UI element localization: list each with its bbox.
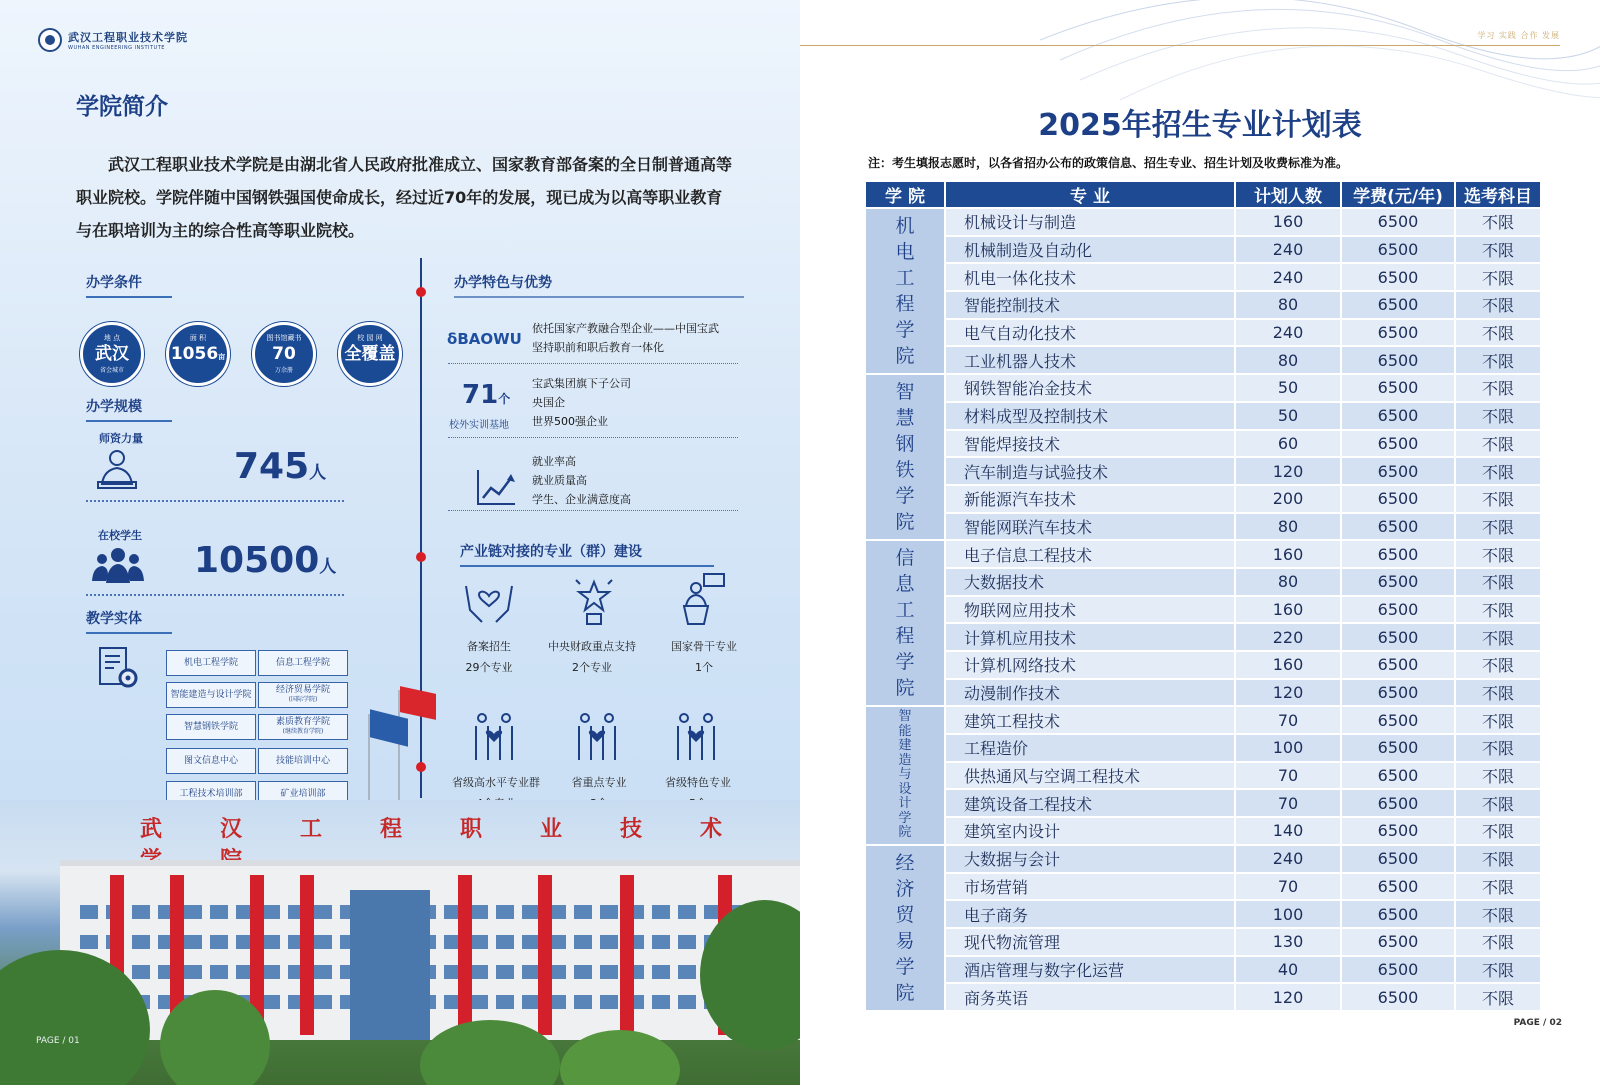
major-cell: 工程造价 — [945, 734, 1235, 762]
table-row — [865, 900, 1541, 928]
count-cell: 160 — [1235, 651, 1341, 679]
hands-heart-icon — [462, 576, 516, 624]
fee-cell: 6500 — [1341, 374, 1455, 402]
entity-gangtie — [166, 714, 256, 740]
table-row — [865, 236, 1541, 264]
building-windows — [80, 905, 780, 919]
section-title: 学院简介 — [76, 94, 168, 120]
subject-cell: 不限 — [1455, 540, 1541, 568]
subject-cell: 不限 — [1455, 236, 1541, 264]
entity-xinxi — [258, 650, 348, 676]
college-name: 智能建造与设计学院 — [898, 709, 912, 841]
count-cell: 240 — [1235, 319, 1341, 347]
major-count: 2个专业 — [572, 661, 612, 674]
fee-cell: 6500 — [1341, 956, 1455, 984]
table-row — [865, 346, 1541, 374]
table-row — [865, 928, 1541, 956]
college-name: 经济贸易学院 — [895, 851, 915, 1004]
college-logo — [38, 28, 188, 52]
timeline-dot — [416, 552, 426, 562]
major-cell: 物联网应用技术 — [945, 596, 1235, 624]
major-cell: 建筑工程技术 — [945, 706, 1235, 734]
fee-cell: 6500 — [1341, 623, 1455, 651]
major-cell: 智能焊接技术 — [945, 430, 1235, 458]
building-glass-center — [350, 890, 430, 1040]
campus-sign: 武汉工程职业技术 — [140, 816, 781, 842]
fee-cell: 6500 — [1341, 873, 1455, 901]
table-row — [865, 679, 1541, 707]
page-number-right: PAGE / 02 — [1513, 1018, 1562, 1028]
logo-name-en: WUHAN ENGINEERING INSTITUTE — [68, 45, 165, 51]
emp-line-3: 学生、企业满意度高 — [532, 493, 631, 506]
major-cell: 电子商务 — [945, 900, 1235, 928]
subject-cell: 不限 — [1455, 291, 1541, 319]
fee-cell: 6500 — [1341, 236, 1455, 264]
count-cell: 50 — [1235, 402, 1341, 430]
count-cell: 50 — [1235, 374, 1341, 402]
entity-name: 技能培训中心 — [275, 756, 330, 766]
flag-red — [400, 686, 436, 720]
building-windows — [80, 965, 780, 979]
major-cell: 现代物流管理 — [945, 928, 1235, 956]
entity-suzhi — [258, 714, 348, 740]
fee-cell: 6500 — [1341, 928, 1455, 956]
teachers-label: 师资力量 — [99, 432, 143, 445]
college-cell — [865, 706, 945, 844]
college-name: 信息工程学院 — [895, 547, 915, 700]
table-row — [865, 485, 1541, 513]
condition-value: 武汉 — [95, 344, 129, 364]
fee-cell: 6500 — [1341, 817, 1455, 845]
subject-cell: 不限 — [1455, 928, 1541, 956]
entity-jianzao — [166, 682, 256, 708]
majors-heading: 产业链对接的专业（群）建设 — [460, 541, 714, 567]
entity-jineng — [258, 748, 348, 774]
table-row — [865, 430, 1541, 458]
condition-area — [166, 322, 230, 386]
subject-cell: 不限 — [1455, 485, 1541, 513]
intro-paragraph: 武汉工程职业技术学院是由湖北省人民政府批准成立、国家教育部备案的全日制普通高等职业院校。学院伴随中国钢铁强国使命成长，经过近70年的发展，现已成为以高等职业教育与在职培训为主的综合性高等职业院校。 — [76, 155, 733, 240]
count-cell: 80 — [1235, 291, 1341, 319]
header-major: 专 业 — [945, 181, 1235, 208]
major-cell: 新能源汽车技术 — [945, 485, 1235, 513]
subject-cell: 不限 — [1455, 346, 1541, 374]
entity-name: 信息工程学院 — [275, 658, 330, 668]
fee-cell: 6500 — [1341, 789, 1455, 817]
subject-cell: 不限 — [1455, 789, 1541, 817]
red-banner — [458, 875, 472, 1035]
count-cell: 140 — [1235, 817, 1341, 845]
divider-dots — [86, 594, 344, 596]
count-cell: 220 — [1235, 623, 1341, 651]
subject-cell: 不限 — [1455, 900, 1541, 928]
baowu-line-2: 坚持职前和职后教育一体化 — [532, 341, 664, 354]
table-row — [865, 789, 1541, 817]
major-cell: 大数据与会计 — [945, 845, 1235, 873]
subject-cell: 不限 — [1455, 623, 1541, 651]
major-cell: 商务英语 — [945, 983, 1235, 1011]
logo-name-cn: 武汉工程职业技术学院 — [68, 31, 188, 44]
subject-cell: 不限 — [1455, 513, 1541, 541]
subject-cell: 不限 — [1455, 568, 1541, 596]
bases-label: 校外实训基地 — [449, 420, 509, 431]
divider-dots — [448, 363, 738, 364]
table-row — [865, 319, 1541, 347]
subject-cell: 不限 — [1455, 956, 1541, 984]
entity-name: 素质教育学院 — [275, 717, 330, 727]
major-label: 备案招生 — [467, 640, 511, 653]
fee-cell: 6500 — [1341, 762, 1455, 790]
entity-name: 智慧钢铁学院 — [183, 722, 238, 732]
table-row — [865, 651, 1541, 679]
document-gear-icon — [96, 646, 140, 690]
table-row — [865, 513, 1541, 541]
header-fee: 学费(元/年) — [1341, 181, 1455, 208]
entity-name: 经济贸易学院 — [275, 685, 330, 695]
fee-cell: 6500 — [1341, 706, 1455, 734]
table-row — [865, 706, 1541, 734]
subject-cell: 不限 — [1455, 430, 1541, 458]
entity-name: 矿业培训部 — [280, 789, 326, 799]
major-cell: 酒店管理与数字化运营 — [945, 956, 1235, 984]
table-row — [865, 540, 1541, 568]
fee-cell: 6500 — [1341, 900, 1455, 928]
subject-cell: 不限 — [1455, 734, 1541, 762]
subject-cell: 不限 — [1455, 263, 1541, 291]
major-cell: 供热通风与空调工程技术 — [945, 762, 1235, 790]
count-cell: 160 — [1235, 208, 1341, 236]
flag-blue — [370, 709, 408, 746]
table-row — [865, 402, 1541, 430]
condition-location — [80, 322, 144, 386]
college-seal-icon — [38, 28, 62, 52]
fee-cell: 6500 — [1341, 596, 1455, 624]
major-cell: 建筑室内设计 — [945, 817, 1235, 845]
entity-name: 工程技术培训部 — [179, 789, 243, 799]
major-cell: 计算机应用技术 — [945, 623, 1235, 651]
college-name: 机电工程学院 — [895, 215, 915, 368]
people-heart-icon — [575, 712, 619, 762]
entity-sub: (继续教育学院) — [282, 728, 324, 735]
emp-line-2: 就业质量高 — [532, 474, 587, 487]
students-label: 在校学生 — [98, 529, 142, 542]
entity-name: 图文信息中心 — [183, 756, 238, 766]
table-row — [865, 623, 1541, 651]
divider-dots — [448, 510, 738, 511]
teachers-value: 745 — [234, 446, 310, 487]
count-cell: 120 — [1235, 983, 1341, 1011]
count-cell: 200 — [1235, 485, 1341, 513]
major-cell: 建筑设备工程技术 — [945, 789, 1235, 817]
count-cell: 100 — [1235, 900, 1341, 928]
fee-cell: 6500 — [1341, 540, 1455, 568]
count-cell: 70 — [1235, 762, 1341, 790]
students-unit: 人 — [319, 557, 337, 577]
subject-cell: 不限 — [1455, 319, 1541, 347]
subject-cell: 不限 — [1455, 845, 1541, 873]
header-count: 计划人数 — [1235, 181, 1341, 208]
baowu-line-1: 依托国家产教融合型企业——中国宝武 — [532, 322, 719, 335]
students-value: 10500 — [194, 540, 320, 581]
table-row — [865, 263, 1541, 291]
condition-title: 面 积 — [189, 334, 207, 342]
major-cell: 汽车制造与试验技术 — [945, 457, 1235, 485]
subject-cell: 不限 — [1455, 983, 1541, 1011]
subject-cell: 不限 — [1455, 402, 1541, 430]
count-cell: 70 — [1235, 706, 1341, 734]
subject-cell: 不限 — [1455, 596, 1541, 624]
major-cell: 大数据技术 — [945, 568, 1235, 596]
count-cell: 120 — [1235, 679, 1341, 707]
major-count: 29个专业 — [465, 661, 513, 674]
plan-note: 注：考生填报志愿时，以各省招办公布的政策信息、招生专业、招生计划及收费标准为准。 — [868, 156, 1349, 170]
entity-jidian — [166, 650, 256, 676]
major-cell: 市场营销 — [945, 873, 1235, 901]
fee-cell: 6500 — [1341, 319, 1455, 347]
red-banner — [620, 875, 634, 1035]
table-row — [865, 596, 1541, 624]
plan-title: 2025年招生专业计划表 — [1038, 108, 1362, 143]
count-cell: 80 — [1235, 568, 1341, 596]
fee-cell: 6500 — [1341, 457, 1455, 485]
entity-tuwen — [166, 748, 256, 774]
baowu-logo — [447, 330, 522, 348]
table-row — [865, 845, 1541, 873]
baowu-text: BAOWU — [457, 330, 522, 348]
count-cell: 160 — [1235, 596, 1341, 624]
count-cell: 80 — [1235, 513, 1341, 541]
entities-heading: 教学实体 — [86, 608, 172, 634]
bases-line-3: 世界500强企业 — [532, 415, 608, 428]
growth-chart-icon — [475, 468, 517, 508]
subject-cell: 不限 — [1455, 651, 1541, 679]
count-cell: 240 — [1235, 236, 1341, 264]
major-label: 省重点专业 — [571, 776, 627, 789]
subject-cell: 不限 — [1455, 679, 1541, 707]
major-cell: 工业机器人技术 — [945, 346, 1235, 374]
people-heart-icon — [472, 712, 516, 762]
fee-cell: 6500 — [1341, 983, 1455, 1011]
college-cell — [865, 540, 945, 706]
major-cell: 智能网联汽车技术 — [945, 513, 1235, 541]
major-cell: 机电一体化技术 — [945, 263, 1235, 291]
condition-title: 图书馆藏书 — [266, 334, 302, 342]
teacher-icon — [94, 446, 140, 492]
major-cell: 计算机网络技术 — [945, 651, 1235, 679]
bases-value: 71 — [462, 380, 499, 410]
red-banner — [538, 875, 552, 1035]
fee-cell: 6500 — [1341, 263, 1455, 291]
teachers-unit: 人 — [309, 463, 327, 483]
enrollment-plan-table — [864, 180, 1542, 1012]
count-cell: 240 — [1235, 263, 1341, 291]
fee-cell: 6500 — [1341, 513, 1455, 541]
fee-cell: 6500 — [1341, 485, 1455, 513]
table-row — [865, 734, 1541, 762]
count-cell: 80 — [1235, 346, 1341, 374]
table-row — [865, 374, 1541, 402]
fee-cell: 6500 — [1341, 568, 1455, 596]
fee-cell: 6500 — [1341, 346, 1455, 374]
major-cell: 电气自动化技术 — [945, 319, 1235, 347]
subject-cell: 不限 — [1455, 762, 1541, 790]
table-row — [865, 873, 1541, 901]
bases-unit: 个 — [498, 392, 511, 406]
major-cell: 电子信息工程技术 — [945, 540, 1235, 568]
fee-cell: 6500 — [1341, 291, 1455, 319]
count-cell: 120 — [1235, 457, 1341, 485]
table-body — [865, 208, 1541, 1011]
condition-value: 全覆盖 — [344, 344, 396, 364]
motto: 学习 实践 合作 发展 — [1477, 31, 1560, 40]
timeline-dot — [416, 287, 426, 297]
people-heart-icon — [674, 712, 718, 762]
baowu-mark-icon: δ — [447, 330, 458, 348]
table-header-row — [865, 181, 1541, 208]
entity-name: 机电工程学院 — [183, 658, 238, 668]
table-row — [865, 983, 1541, 1011]
major-label: 省级特色专业 — [665, 776, 731, 789]
major-cell: 钢铁智能冶金技术 — [945, 374, 1235, 402]
subject-cell: 不限 — [1455, 374, 1541, 402]
page-number-left: PAGE / 01 — [36, 1036, 80, 1046]
major-cell: 智能控制技术 — [945, 291, 1235, 319]
fee-cell: 6500 — [1341, 679, 1455, 707]
condition-title: 地 点 — [103, 334, 121, 342]
divider-dots — [448, 437, 738, 438]
condition-sub: 万余册 — [274, 367, 293, 374]
fee-cell: 6500 — [1341, 430, 1455, 458]
subject-cell: 不限 — [1455, 457, 1541, 485]
college-cell — [865, 845, 945, 1011]
entity-jingmao — [258, 682, 348, 708]
condition-library — [252, 322, 316, 386]
right-page — [800, 0, 1600, 1085]
star-trophy-icon — [568, 574, 620, 626]
major-label: 国家骨干专业 — [671, 640, 737, 653]
fee-cell: 6500 — [1341, 651, 1455, 679]
major-cell: 机械设计与制造 — [945, 208, 1235, 236]
emp-line-1: 就业率高 — [532, 455, 576, 468]
subject-cell: 不限 — [1455, 208, 1541, 236]
table-row — [865, 457, 1541, 485]
fee-cell: 6500 — [1341, 845, 1455, 873]
entity-sub: (国际学院) — [288, 696, 318, 703]
table-row — [865, 956, 1541, 984]
header-college: 学 院 — [865, 181, 945, 208]
table-row — [865, 817, 1541, 845]
count-cell: 60 — [1235, 430, 1341, 458]
conditions-heading: 办学条件 — [86, 272, 172, 298]
condition-unit: 亩 — [218, 353, 226, 361]
divider-dots — [86, 500, 344, 502]
condition-network — [338, 322, 402, 386]
condition-value: 70 — [272, 344, 296, 364]
table-row — [865, 568, 1541, 596]
red-banner — [300, 875, 314, 1035]
bases-line-2: 央国企 — [532, 396, 565, 409]
major-cell: 机械制造及自动化 — [945, 236, 1235, 264]
major-count: 1个 — [695, 661, 713, 674]
entity-name: 智能建造与设计学院 — [170, 690, 252, 700]
college-cell — [865, 208, 945, 374]
count-cell: 70 — [1235, 873, 1341, 901]
college-name: 智慧钢铁学院 — [895, 381, 915, 534]
features-heading: 办学特色与优势 — [454, 272, 744, 298]
subject-cell: 不限 — [1455, 873, 1541, 901]
major-label: 中央财政重点支持 — [548, 640, 636, 653]
major-cell: 材料成型及控制技术 — [945, 402, 1235, 430]
timeline-dot — [416, 762, 426, 772]
timeline-line — [420, 258, 422, 798]
condition-sub: 省会城市 — [99, 367, 124, 374]
students-icon — [90, 545, 146, 585]
header-rule — [800, 45, 1560, 46]
major-label: 省级高水平专业群 — [452, 776, 540, 789]
subject-cell: 不限 — [1455, 706, 1541, 734]
bases-line-1: 宝武集团旗下子公司 — [532, 377, 631, 390]
fee-cell: 6500 — [1341, 402, 1455, 430]
count-cell: 100 — [1235, 734, 1341, 762]
scale-heading: 办学规模 — [86, 396, 172, 422]
table-row — [865, 208, 1541, 236]
fee-cell: 6500 — [1341, 208, 1455, 236]
fee-cell: 6500 — [1341, 734, 1455, 762]
major-cell: 动漫制作技术 — [945, 679, 1235, 707]
count-cell: 240 — [1235, 845, 1341, 873]
count-cell: 40 — [1235, 956, 1341, 984]
subject-cell: 不限 — [1455, 817, 1541, 845]
condition-title: 校 园 网 — [357, 334, 383, 342]
count-cell: 160 — [1235, 540, 1341, 568]
college-cell — [865, 374, 945, 540]
table-row — [865, 762, 1541, 790]
building-windows — [80, 935, 780, 949]
speaker-podium-icon — [680, 572, 728, 626]
count-cell: 70 — [1235, 789, 1341, 817]
table-row — [865, 291, 1541, 319]
count-cell: 130 — [1235, 928, 1341, 956]
header-subject: 选考科目 — [1455, 181, 1541, 208]
condition-value: 1056 — [170, 344, 219, 364]
